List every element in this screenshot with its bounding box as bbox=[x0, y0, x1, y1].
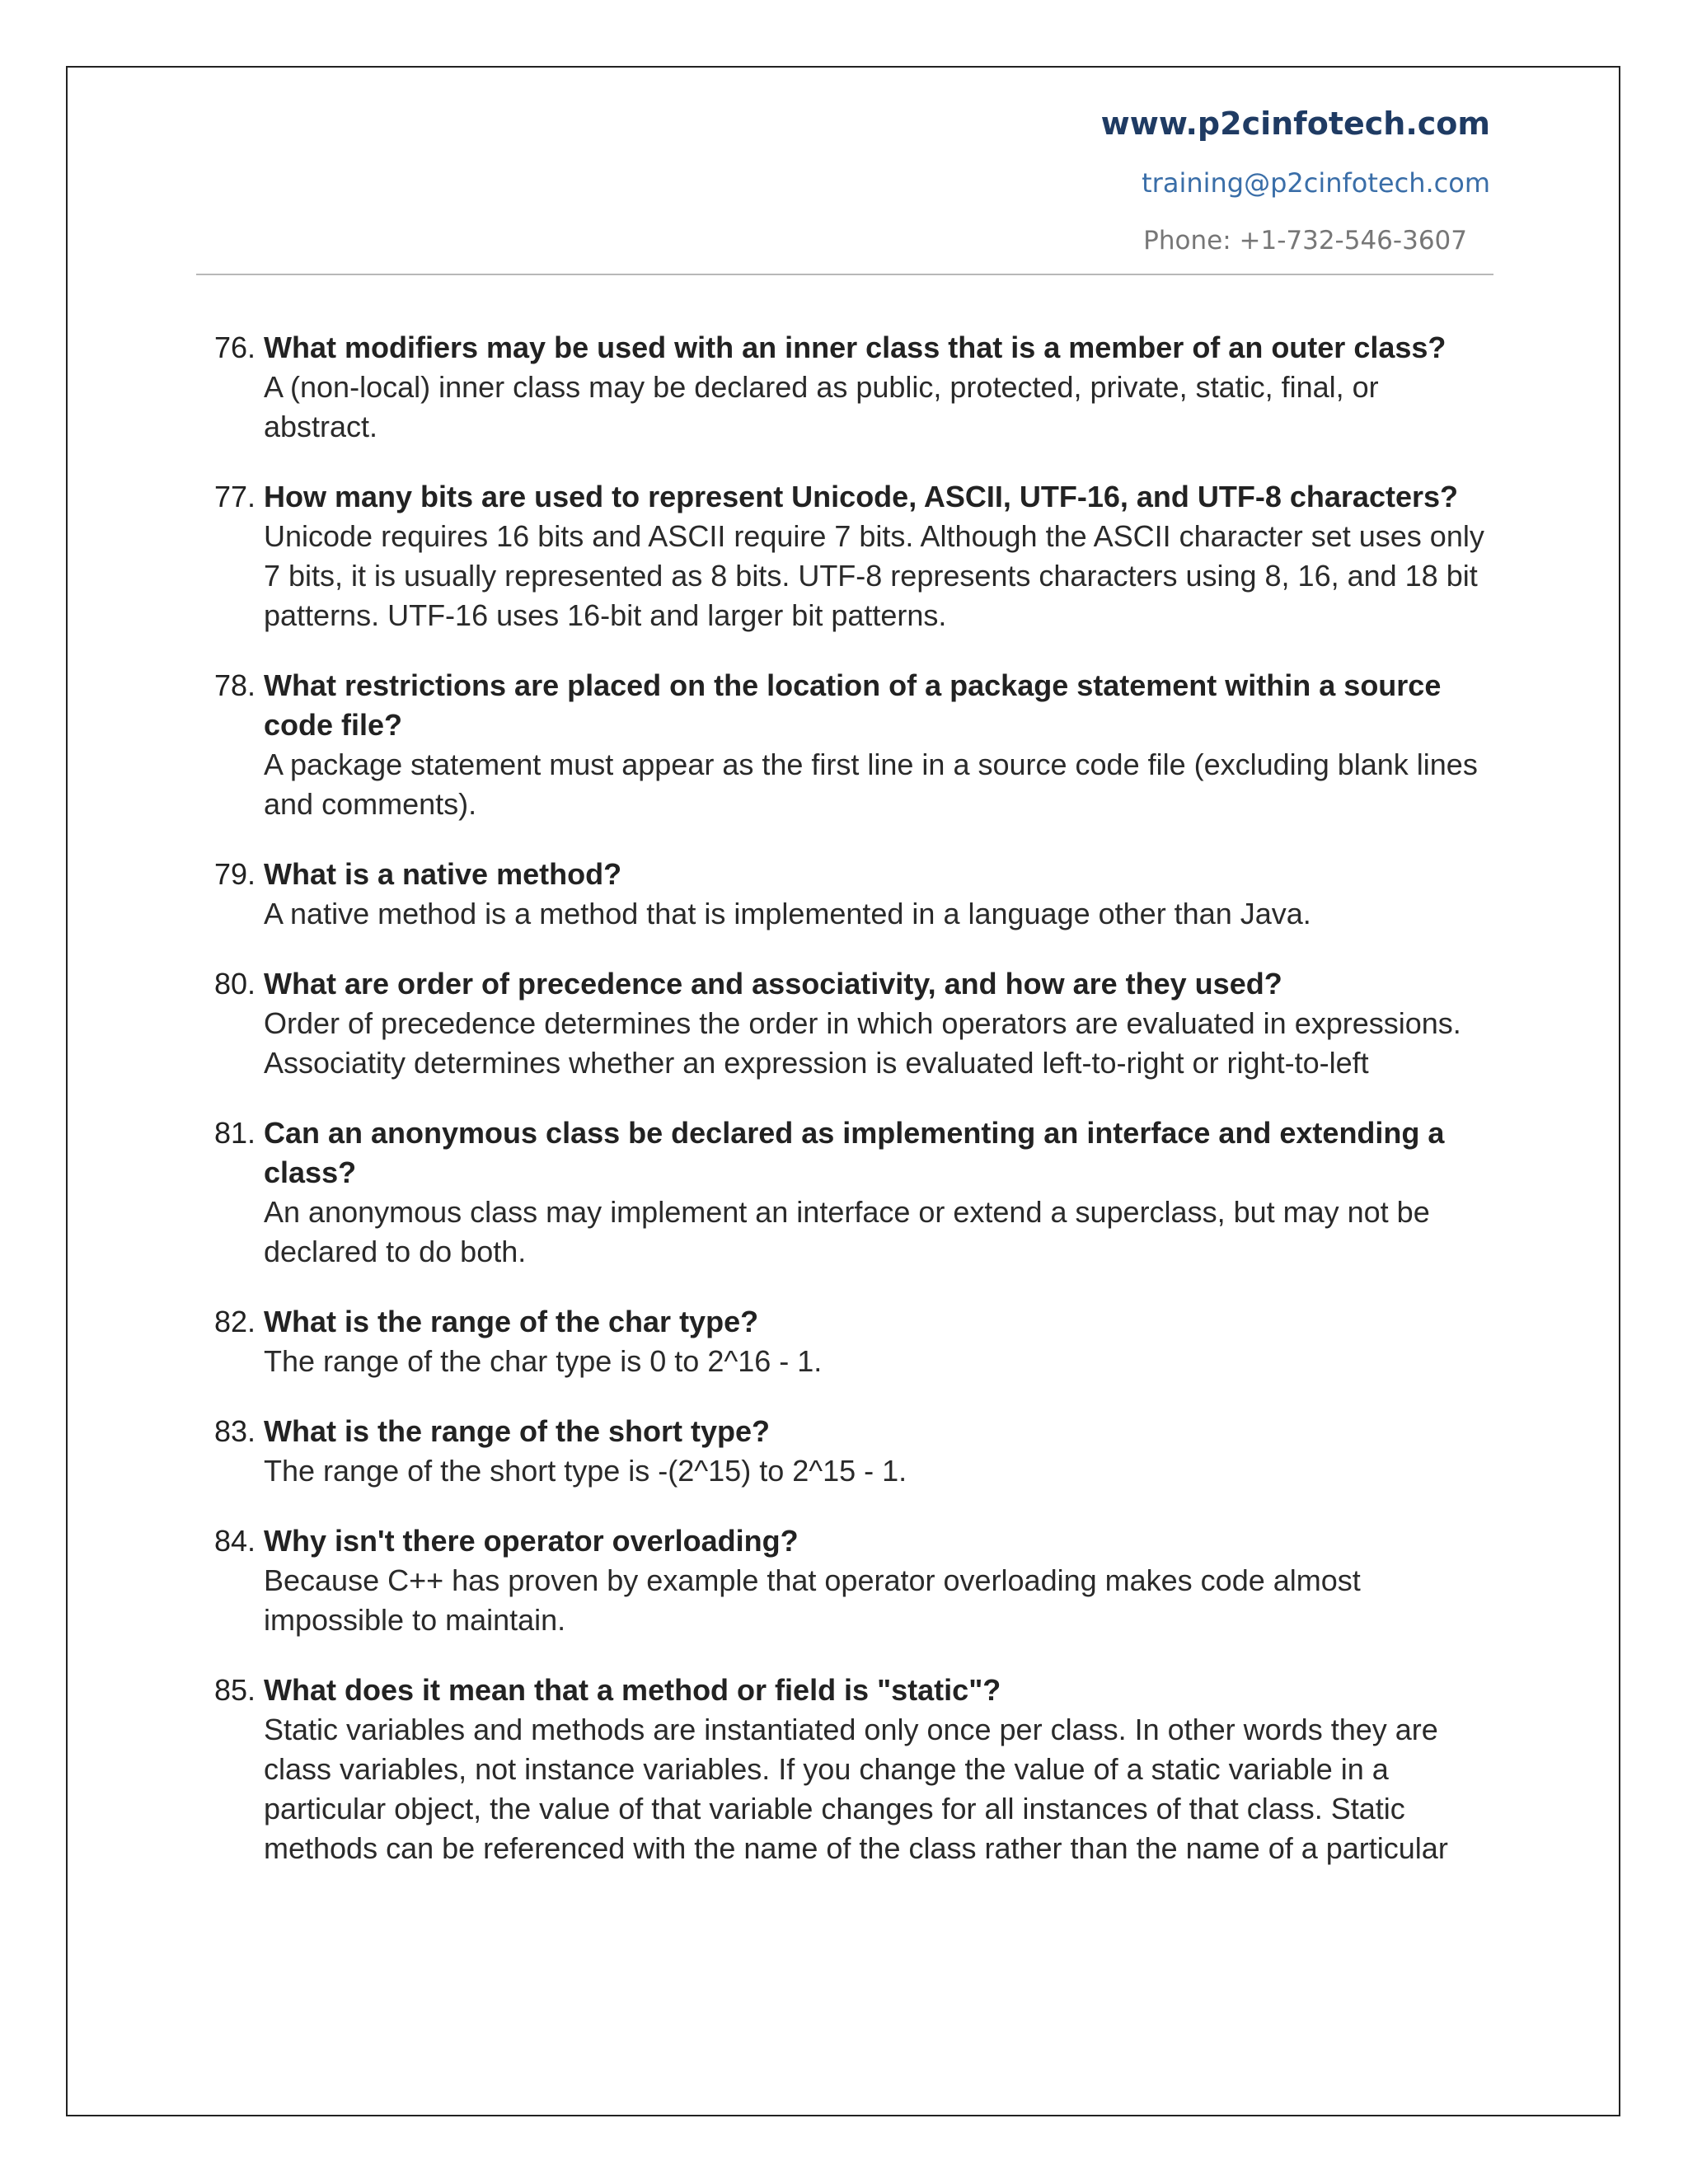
question-text: Why isn't there operator overloading? bbox=[264, 1524, 799, 1558]
question-item-83 bbox=[214, 1412, 1500, 1491]
question-text: What is the range of the short type? bbox=[264, 1414, 771, 1448]
question-list bbox=[214, 328, 1500, 1899]
question-item-84 bbox=[214, 1521, 1500, 1640]
question-text: What are order of precedence and associativity, and how are they used? bbox=[264, 967, 1282, 1001]
question-number: 76. bbox=[214, 330, 256, 364]
answer-text: The range of the char type is 0 to 2^16 - 1. bbox=[264, 1344, 823, 1378]
answer-text: An anonymous class may implement an interface or extend a superclass, but may not be declared to do both. bbox=[264, 1195, 1430, 1268]
question-number: 79. bbox=[214, 857, 256, 891]
question-text: Can an anonymous class be declared as implementing an interface and extending a class? bbox=[264, 1116, 1445, 1189]
question-number: 84. bbox=[214, 1524, 256, 1558]
question-number: 81. bbox=[214, 1116, 256, 1150]
answer-text: A package statement must appear as the first line in a source code file (excluding blank lines and comments). bbox=[264, 748, 1478, 821]
question-item-81 bbox=[214, 1113, 1500, 1272]
website-link[interactable]: www.p2cinfotech.com bbox=[1100, 105, 1490, 142]
question-number: 78. bbox=[214, 668, 256, 702]
question-item-76 bbox=[214, 328, 1500, 447]
question-number: 80. bbox=[214, 967, 256, 1001]
question-number: 85. bbox=[214, 1673, 256, 1707]
answer-text: A (non-local) inner class may be declared as public, protected, private, static, final, or abstract. bbox=[264, 370, 1379, 443]
answer-text: A native method is a method that is implemented in a language other than Java. bbox=[264, 897, 1311, 930]
question-text: What does it mean that a method or field is "static"? bbox=[264, 1673, 1001, 1707]
page-header bbox=[1101, 99, 1490, 265]
answer-text: Because C++ has proven by example that operator overloading makes code almost impossible to maintain. bbox=[264, 1563, 1361, 1637]
answer-text: Order of precedence determines the order in which operators are evaluated in expressions. Associatity determines whether an expression is evaluated left-to-right or right-to-left bbox=[264, 1006, 1461, 1080]
question-item-78 bbox=[214, 666, 1500, 824]
question-item-80 bbox=[214, 964, 1500, 1083]
question-item-82 bbox=[214, 1302, 1500, 1381]
question-item-79 bbox=[214, 855, 1500, 934]
phone-number: Phone: +1-732-546-3607 bbox=[1143, 226, 1467, 255]
email-link[interactable]: training@p2cinfotech.com bbox=[1142, 167, 1490, 199]
question-item-85 bbox=[214, 1671, 1500, 1868]
answer-text: Unicode requires 16 bits and ASCII require 7 bits. Although the ASCII character set uses only 7 bits, it is usually represented as 8 bits. UTF-8 represents characters using 8, 16, and 18 bit patterns. UTF-16 uses 16-bit and larger bit patterns. bbox=[264, 519, 1484, 632]
question-text: How many bits are used to represent Unicode, ASCII, UTF-16, and UTF-8 characters? bbox=[264, 480, 1458, 513]
question-text: What restrictions are placed on the location of a package statement within a source code file? bbox=[264, 668, 1442, 742]
question-number: 77. bbox=[214, 480, 256, 513]
question-text: What modifiers may be used with an inner class that is a member of an outer class? bbox=[264, 330, 1447, 364]
header-divider bbox=[196, 274, 1493, 275]
question-text: What is a native method? bbox=[264, 857, 622, 891]
question-item-77 bbox=[214, 477, 1500, 635]
question-number: 83. bbox=[214, 1414, 256, 1448]
question-text: What is the range of the char type? bbox=[264, 1305, 759, 1338]
question-number: 82. bbox=[214, 1305, 256, 1338]
answer-text: Static variables and methods are instantiated only once per class. In other words they are class variables, not instance variables. If you change the value of a static variable in a particular object, the value of that variable changes for all instances of that class. Static methods can be referenced with the name of the class rather than the name of a particular bbox=[264, 1713, 1448, 1865]
answer-text: The range of the short type is -(2^15) to 2^15 - 1. bbox=[264, 1454, 907, 1488]
